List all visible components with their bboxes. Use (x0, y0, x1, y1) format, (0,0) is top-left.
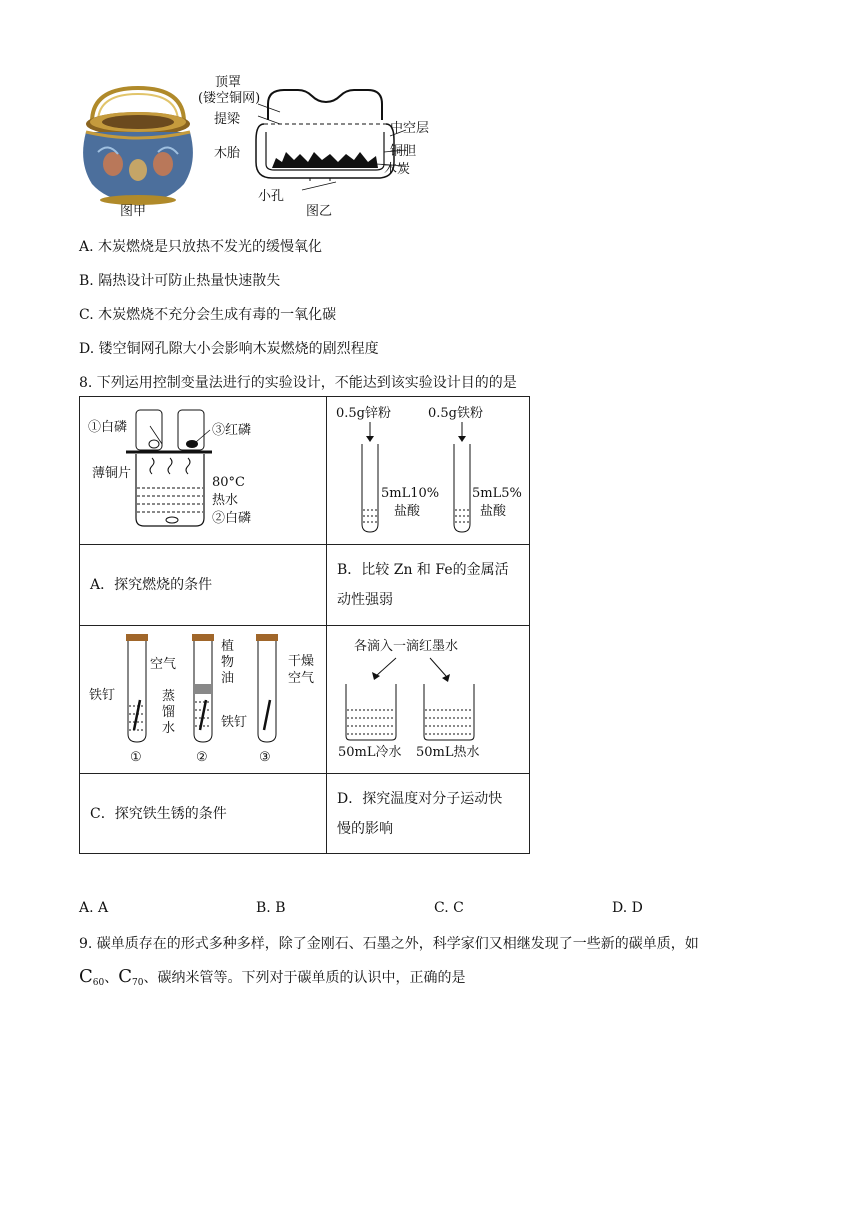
cell-a-caption: A．探究燃烧的条件 (80, 545, 327, 626)
label-copper-liner: 铜胆 (390, 144, 417, 159)
cell-c-caption: C．探究铁生锈的条件 (80, 774, 327, 854)
q9-stem-line1: 9. 碳单质存在的形式多种多样，除了金刚石、石墨之外，科学家们又相继发现了一些新的碳单质，如 (79, 936, 699, 952)
label-nail-1: 铁钉 (89, 688, 116, 703)
separator: 、 (104, 970, 119, 986)
q8-answer-a[interactable]: A. A (79, 900, 109, 916)
tube-number-3: ③ (259, 750, 271, 765)
label-dry-air-2: 空气 (288, 671, 315, 686)
label-small-hole: 小孔 (258, 189, 285, 204)
label-hollow-layer: 中空层 (390, 121, 430, 136)
cell-b-caption: B．比较 Zn 和 Fe的金属活 动性强弱 (327, 545, 530, 626)
label-top-cover-material: (镂空铜网) (198, 91, 261, 106)
label-air: 空气 (150, 657, 177, 672)
formula-c70-subscript: 70 (132, 978, 144, 988)
label-hot-water: 热水 (212, 493, 239, 508)
caption-figure-b: 图乙 (306, 204, 333, 219)
label-wood-body: 木胎 (214, 146, 241, 161)
q8-answer-d[interactable]: D. D (612, 900, 643, 916)
label-cold-water: 50mL冷水 (338, 745, 402, 760)
q9-stem-rest: 、碳纳米管等。下列对于碳单质的认识中，正确的是 (143, 970, 466, 986)
label-veg-oil-3: 油 (221, 671, 235, 686)
cell-d-caption: D．探究温度对分子运动快 慢的影响 (327, 774, 530, 854)
tube-number-1: ① (130, 750, 142, 765)
q8-stem: 8. 下列运用控制变量法进行的实验设计，不能达到该实验设计目的的是 (79, 375, 517, 391)
label-distilled-3: 水 (162, 721, 176, 736)
label-copper-sheet: 薄铜片 (92, 466, 132, 481)
label-veg-oil-1: 植 (221, 639, 235, 654)
beakers-ink (340, 656, 490, 746)
label-distilled-2: 馏 (162, 705, 176, 720)
q8-answer-c[interactable]: C. C (434, 900, 464, 916)
label-acid-5: 5mL5% (472, 486, 522, 501)
label-dry-air-1: 干燥 (288, 654, 315, 669)
label-charcoal: 木炭 (384, 162, 411, 177)
label-veg-oil-2: 物 (221, 655, 235, 670)
label-white-phosphorus-1: ①白磷 (88, 420, 128, 435)
label-iron-powder: 0.5g铁粉 (428, 406, 483, 421)
label-zinc-powder: 0.5g锌粉 (336, 406, 391, 421)
rusting-tubes (120, 634, 290, 746)
label-nail-2: 铁钉 (221, 715, 248, 730)
caption-figure-a: 图甲 (120, 204, 147, 219)
q7-option-a: A. 木炭燃烧是只放热不发光的缓慢氧化 (79, 239, 323, 255)
label-hcl-2: 盐酸 (480, 504, 507, 519)
q7-option-d: D. 镂空铜网孔隙大小会影响木炭燃烧的剧烈程度 (79, 341, 379, 357)
q7-option-b: B. 隔热设计可防止热量快速散失 (79, 273, 281, 289)
label-drop-ink: 各滴入一滴红墨水 (354, 639, 459, 654)
tube-number-2: ② (196, 750, 208, 765)
formula-c60-subscript: 60 (92, 978, 105, 988)
formula-c70: C (118, 966, 133, 987)
label-handle: 提梁 (214, 112, 241, 127)
label-distilled-1: 蒸 (162, 689, 176, 704)
label-white-phosphorus-2: ②白磷 (212, 511, 252, 526)
q7-option-c: C. 木炭燃烧不充分会生成有毒的一氧化碳 (79, 307, 337, 323)
hand-warmer-photo (78, 82, 198, 207)
label-temperature: 80°C (212, 475, 245, 490)
label-red-phosphorus: ③红磷 (212, 423, 252, 438)
label-hot-water-50: 50mL热水 (416, 745, 480, 760)
label-hcl-1: 盐酸 (394, 504, 421, 519)
q8-answer-b[interactable]: B. B (256, 900, 286, 916)
formula-c60: C (79, 966, 93, 987)
label-top-cover: 顶罩 (215, 75, 242, 90)
label-acid-10: 5mL10% (381, 486, 440, 501)
q9-stem-line2 (79, 966, 465, 988)
